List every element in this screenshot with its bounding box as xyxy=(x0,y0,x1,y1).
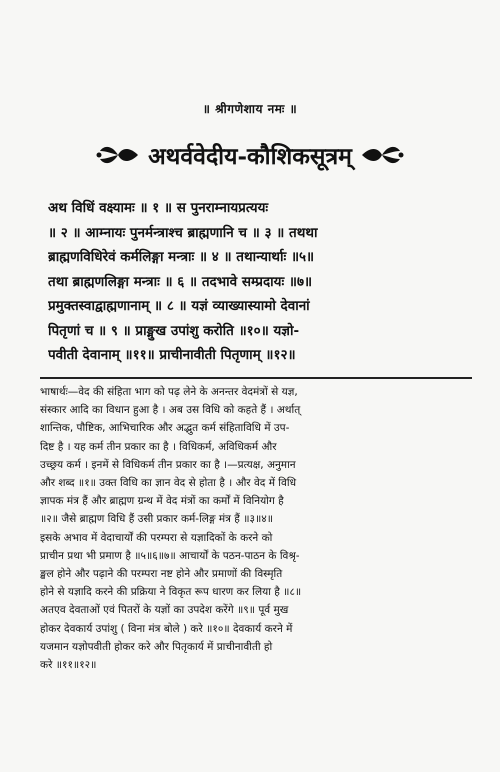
invocation-line: ॥ श्रीगणेशाय नमः ॥ xyxy=(202,102,298,116)
sutra-text xyxy=(48,196,464,368)
meaning-line: करे ॥११॥१२॥ xyxy=(40,659,97,672)
meaning-line: इसके अभाव में वेदाचार्यों की परम्परा से यज्ञादिकों के करने को xyxy=(40,531,273,544)
sutra-line: प्रमुक्तस्वाद्वाह्मणानाम् ॥ ८ ॥ यज्ञं व्याख्यास्यामो देवानां xyxy=(48,298,310,314)
meaning-line: होने से यज्ञादि करने की प्रक्रिया ने विकृत रूप धारण कर लिया है ॥८॥ xyxy=(40,586,302,599)
meaning-line: संस्कार आदि का विधान हुआ है । अब उस विधि को कहते हैं । अर्थात् xyxy=(40,404,301,417)
right-ornament-icon xyxy=(360,143,404,167)
sutra-line: तथा ब्राह्मणलिङ्गा मन्त्राः ॥ ६ ॥ तदभावे सम्प्रदायः ॥७॥ xyxy=(48,273,313,290)
sutra-line: पवीती देवानाम् ॥११॥ प्राचीनावीती पितृणाम् ॥१२॥ xyxy=(48,347,296,363)
sutra-line: अथ विधिं वक्ष्यामः ॥ १ ॥ स पुनराम्नायप्रत्ययः xyxy=(48,200,269,216)
left-ornament-icon xyxy=(96,143,140,167)
meaning-line: ङ्खल होने और पढ़ाने की परम्परा नष्ट होने और प्रमाणों की विस्मृति xyxy=(40,568,283,581)
meaning-line: होकर देवकार्य उपांशु ( विना मंत्र बोले ) करे ॥१०॥ देवकार्य करने में xyxy=(40,622,293,635)
sutra-line: ब्राह्मणविधिरेवं कर्मलिङ्गा मन्त्राः ॥ ४ ॥ तथान्यार्थाः ॥५॥ xyxy=(48,249,315,265)
meaning-line: और शब्द ॥१॥ उक्त विधि का ज्ञान वेद से होता है । और वेद में विधि xyxy=(40,477,297,490)
meaning-line: ज्ञापक मंत्र हैं और ब्राह्मण ग्रन्थ में वेद मंत्रों का कर्मों में विनियोग है xyxy=(40,495,284,508)
meaning-line: प्राचीन प्रथा भी प्रमाण है ॥५॥६॥७॥ आचार्यों के पठन-पाठन के विश्रृ- xyxy=(40,549,300,562)
meaning-line: यजमान यज्ञोपवीती होकर करे और पितृकार्य में प्राचीनावीती हो xyxy=(40,640,273,653)
page-title: अथर्ववेदीय-कौशिकसूत्रम् xyxy=(148,143,352,170)
sutra-line: ॥ २ ॥ आम्नायः पुनर्मन्त्राश्च ब्राह्मणानि च ॥ ३ ॥ तथथा xyxy=(48,224,318,241)
meaning-line: उच्छ्रय कर्म । इनमें से विधिकर्म तीन प्रकार का है ।—प्रत्यक्ष, अनुमान xyxy=(40,458,296,471)
meaning-line: अतएव देवताओं एवं पितरों के यज्ञों का उपदेश करेंगे ॥९॥ पूर्व मुख xyxy=(40,604,289,617)
meaning-line: भाषार्थः—वेद की संहिता भाग को पढ़ लेने के अनन्तर वेदमंत्रों से यज्ञ, xyxy=(40,386,298,398)
sutra-line: पितृणां च ॥ ९ ॥ प्राङ्मुख उपांशु करोति ॥१०॥ यज्ञो- xyxy=(48,322,300,339)
meaning-line: ॥२॥ जैसे ब्राह्मण विधि हैं उसी प्रकार कर्म-लिङ्ग मंत्र हैं ॥३॥४॥ xyxy=(40,513,274,526)
title-row xyxy=(40,137,460,173)
meaning-line: दिष्ट है । यह कर्म तीन प्रकार का है । विधिकर्म, अविधिकर्म और xyxy=(40,440,277,453)
meaning-line: शान्तिक, पौष्टिक, आभिचारिक और अद्भुत कर्म संहिताविधि में उप- xyxy=(40,422,290,435)
meaning-text xyxy=(40,377,472,711)
